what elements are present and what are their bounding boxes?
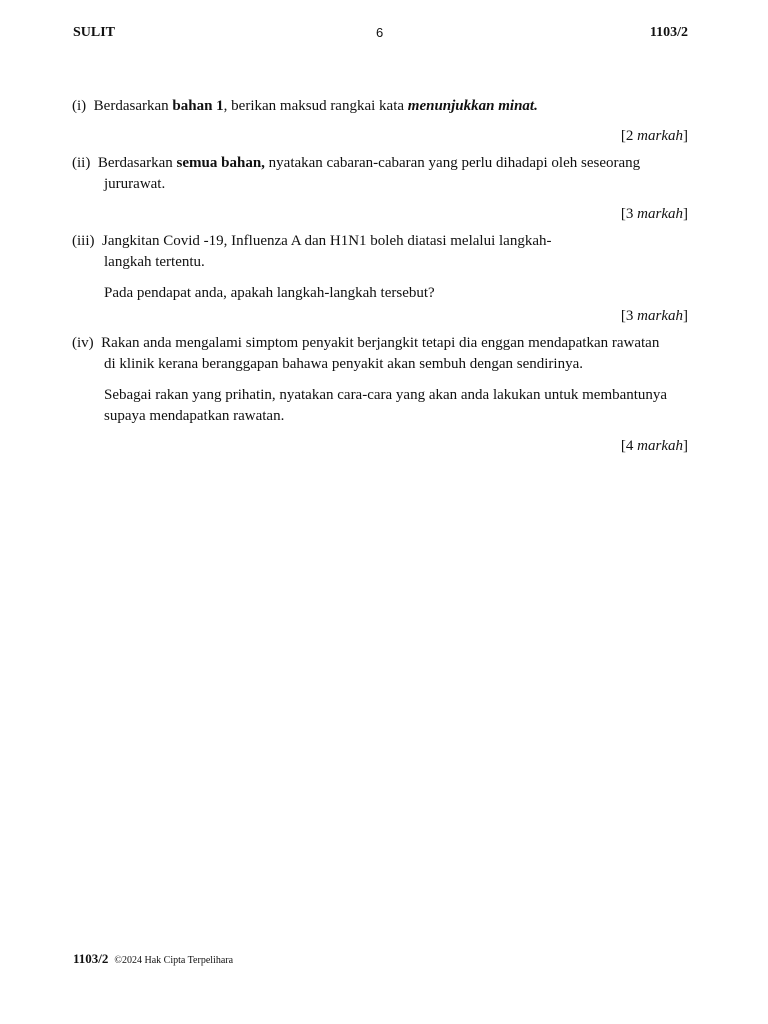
question-text: Berdasarkan (93, 98, 173, 114)
question-text: Rakan anda mengalami simptom penyakit berjangkit tetapi dia enggan mendapatkan rawatan (101, 335, 660, 351)
marks-label (72, 204, 688, 225)
question-text-bold-italic: menunjukkan minat. (407, 98, 538, 114)
question-iv-prompt-line1: Sebagai rakan yang prihatin, nyatakan cara-cara yang akan anda lakukan untuk membantunya (104, 387, 668, 403)
question-text: Jangkitan Covid -19, Influenza A dan H1N1 boleh diatasi melalui langkah- (102, 233, 552, 249)
footer-paper-code: 1103/2 (73, 951, 109, 966)
marks-close: ] (683, 438, 688, 454)
question-iv-text (72, 333, 688, 354)
marks-label (72, 436, 688, 457)
marks-label (72, 306, 688, 327)
marks-close: ] (683, 128, 688, 144)
marks-word: markah (637, 206, 683, 222)
marks-word: markah (637, 128, 683, 144)
question-ii-text (72, 153, 688, 174)
question-iv (72, 333, 688, 457)
header-paper-code: 1103/2 (649, 25, 688, 40)
question-iii (72, 231, 688, 327)
questions-section (72, 96, 688, 457)
page-footer (73, 951, 233, 967)
page-number: 6 (376, 25, 384, 40)
marks-word: markah (637, 308, 683, 324)
footer-copyright: ©2024 Hak Cipta Terpelihara (114, 955, 234, 966)
question-text: , berikan maksud rangkai kata (223, 98, 408, 114)
marks-open: [2 (620, 128, 638, 144)
question-ii (72, 153, 688, 225)
marks-word: markah (637, 438, 683, 454)
marks-open: [3 (620, 308, 638, 324)
question-i (72, 96, 688, 147)
question-ii-text-line2: jururawat. (104, 176, 166, 192)
marks-close: ] (683, 206, 688, 222)
question-number: (iv) (72, 335, 94, 351)
marks-open: [4 (620, 438, 638, 454)
question-text-bold: semua bahan, (176, 155, 265, 171)
question-number: (ii) (72, 155, 91, 171)
question-iii-prompt: Pada pendapat anda, apakah langkah-langkah tersebut? (104, 285, 435, 301)
question-text: nyatakan cabaran-cabaran yang perlu dihadapi oleh seseorang (264, 155, 641, 171)
question-iv-prompt (72, 385, 688, 427)
marks-open: [3 (620, 206, 638, 222)
header-sulit: SULIT (73, 25, 116, 40)
question-number: (iii) (72, 233, 95, 249)
marks-label (72, 126, 688, 147)
question-iv-text-line2: di klinik kerana beranggapan bahawa penyakit akan sembuh dengan sendirinya. (104, 356, 583, 372)
question-iii-text (72, 231, 688, 252)
question-iii-text-line2: langkah tertentu. (104, 254, 205, 270)
question-number: (i) (72, 98, 87, 114)
question-i-text (72, 96, 688, 117)
question-iv-prompt-line2: supaya mendapatkan rawatan. (104, 408, 285, 424)
question-text: Berdasarkan (97, 155, 177, 171)
page-header (73, 25, 688, 47)
marks-close: ] (683, 308, 688, 324)
question-text-bold: bahan 1 (172, 98, 224, 114)
